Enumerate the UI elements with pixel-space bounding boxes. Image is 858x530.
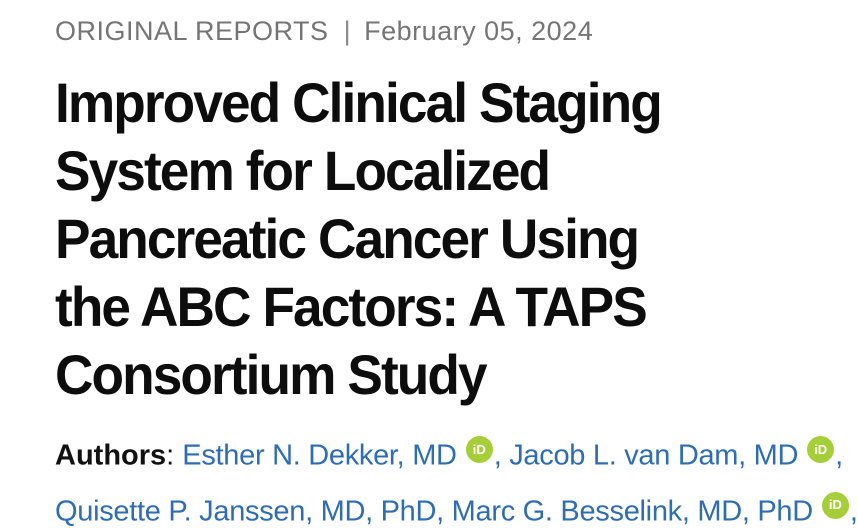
article-meta-row <box>55 14 758 48</box>
author-separator: , <box>850 495 858 527</box>
author-separator: , <box>835 440 843 472</box>
author-separator: , <box>494 440 510 472</box>
authors-row-2 <box>55 492 758 530</box>
title-line: Consortium Study <box>55 341 723 409</box>
author-link-janssen[interactable]: Quisette P. Janssen, MD, PhD <box>55 495 436 527</box>
authors-row-1 <box>55 436 758 475</box>
meta-separator: | <box>344 14 352 48</box>
orcid-icon[interactable] <box>466 436 493 463</box>
title-line: Pancreatic Cancer Using <box>55 205 723 273</box>
orcid-icon-label: iD <box>473 431 486 469</box>
title-line: Improved Clinical Staging <box>55 69 723 137</box>
orcid-icon[interactable] <box>822 492 849 519</box>
orcid-icon-label: iD <box>814 431 827 469</box>
author-separator: , <box>436 495 452 527</box>
authors-colon: : <box>166 440 182 472</box>
article-category-link[interactable]: ORIGINAL REPORTS <box>55 16 329 46</box>
author-link-dekker[interactable]: Esther N. Dekker, MD <box>182 440 456 472</box>
orcid-icon[interactable] <box>807 436 834 463</box>
publish-date: February 05, 2024 <box>364 16 593 46</box>
orcid-icon-label: iD <box>829 486 842 524</box>
author-link-besselink[interactable]: Marc G. Besselink, MD, PhD <box>452 495 813 527</box>
title-line: System for Localized <box>55 137 723 205</box>
authors-label: Authors <box>55 440 166 472</box>
authors-section <box>55 436 758 530</box>
article-title <box>55 69 758 409</box>
author-link-van-dam[interactable]: Jacob L. van Dam, MD <box>509 440 798 472</box>
title-line: the ABC Factors: A TAPS <box>55 273 723 341</box>
